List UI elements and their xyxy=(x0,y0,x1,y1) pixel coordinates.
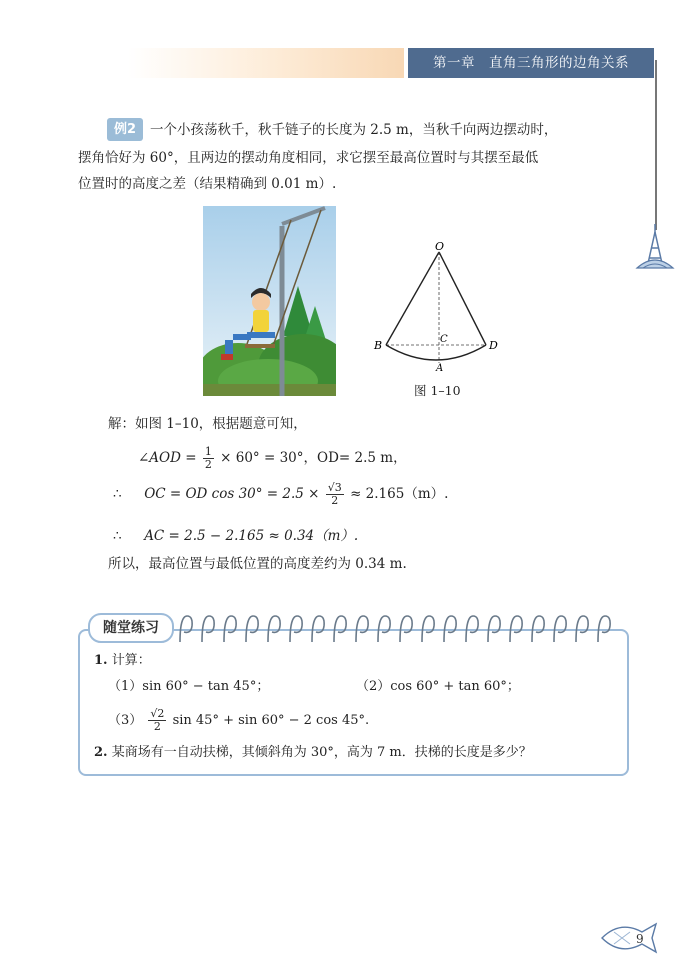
margin-rule xyxy=(655,60,657,230)
therefore-symbol: ∴ xyxy=(113,486,122,502)
q2-number: 2. xyxy=(94,745,108,760)
diagram-lines xyxy=(386,252,486,363)
frac-den: 2 xyxy=(153,720,161,733)
label-d: D xyxy=(489,339,498,352)
figure-caption: 图 1–10 xyxy=(414,383,461,398)
chapter-header xyxy=(408,48,654,78)
spiral-coil xyxy=(312,616,324,642)
label-c: C xyxy=(440,334,448,345)
eq1-rhs: × 60° = 30°，OD= 2.5 m， xyxy=(220,450,407,466)
solution-conclusion: 所以，最高位置与最低位置的高度差约为 0.34 m. xyxy=(108,556,407,572)
practice-q1-a: （1）sin 60° − tan 45°； xyxy=(108,679,270,694)
q2-text: 某商场有一自动扶梯，其倾斜角为 30°，高为 7 m．扶梯的长度是多少？ xyxy=(111,745,532,760)
frac-den: 2 xyxy=(204,458,212,471)
spiral-coil xyxy=(224,616,236,642)
spiral-coil xyxy=(576,616,588,642)
header-gradient-bar xyxy=(128,48,404,78)
example-text-line-1: 一个小孩荡秋千，秋千链子的长度为 2.5 m，当秋千向两边摆动时， xyxy=(150,122,558,138)
pendulum-diagram xyxy=(372,238,506,372)
spiral-coil xyxy=(554,616,566,642)
spiral-coil xyxy=(466,616,478,642)
practice-q1-b: （2）cos 60° + tan 60°； xyxy=(356,679,520,694)
tower-icon xyxy=(633,222,677,272)
practice-title: 随堂练习 xyxy=(88,613,174,643)
example-badge: 例2 xyxy=(107,118,143,141)
spiral-coil xyxy=(202,616,214,642)
spiral-coils xyxy=(180,616,610,642)
label-b: B xyxy=(374,339,383,352)
frac-num: 1 xyxy=(204,445,212,458)
equation-1 xyxy=(138,446,407,471)
q1-number: 1. xyxy=(94,653,108,668)
page-number: 9 xyxy=(636,932,644,946)
practice-q2 xyxy=(94,742,532,764)
spiral-coil xyxy=(180,616,192,642)
eq1-lhs: ∠AOD = xyxy=(138,450,197,466)
spiral-coil xyxy=(356,616,368,642)
example-text-line-2: 摆角恰好为 60°，且两边的摆动角度相同，求它摆至最高位置时与其摆至最低 xyxy=(78,150,539,166)
spiral-coil xyxy=(422,616,434,642)
frac-den: 2 xyxy=(331,494,339,507)
practice-q1 xyxy=(94,650,151,672)
spiral-coil xyxy=(444,616,456,642)
frac-num: √2 xyxy=(150,707,165,720)
q1-c-prefix: （3） xyxy=(108,713,143,728)
spiral-coil xyxy=(510,616,522,642)
frac-num: √3 xyxy=(327,481,342,494)
eq2-lhs: OC = OD cos 30° = 2.5 × xyxy=(144,486,320,502)
spiral-coil xyxy=(400,616,412,642)
fraction-one-half xyxy=(203,446,214,471)
label-o: O xyxy=(435,240,445,253)
spiral-coil xyxy=(378,616,390,642)
chapter-number: 第一章 xyxy=(433,55,475,71)
chapter-title: 直角三角形的边角关系 xyxy=(489,55,629,71)
eq3-text: AC = 2.5 − 2.165 ≈ 0.34（m）. xyxy=(144,528,359,544)
spiral-coil xyxy=(268,616,280,642)
solution-intro: 解：如图 1–10，根据题意可知， xyxy=(108,416,307,432)
spiral-binding-decoration xyxy=(172,612,618,646)
example-text-line-3: 位置时的高度之差（结果精确到 0.01 m）. xyxy=(78,176,337,192)
spiral-coil xyxy=(598,616,610,642)
therefore-symbol: ∴ xyxy=(113,528,122,544)
page-number-fish-icon xyxy=(596,918,662,958)
spiral-coil xyxy=(532,616,544,642)
spiral-coil xyxy=(290,616,302,642)
spiral-coil xyxy=(488,616,500,642)
q1-c-expression: sin 45° + sin 60° − 2 cos 45°. xyxy=(172,713,370,728)
q1-text: 计算： xyxy=(111,653,151,668)
equation-2 xyxy=(113,482,448,507)
spiral-coil xyxy=(334,616,346,642)
eq2-rhs: ≈ 2.165（m）. xyxy=(350,486,449,502)
spiral-coil xyxy=(246,616,258,642)
swing-illustration xyxy=(203,206,336,396)
label-a: A xyxy=(436,363,444,372)
fraction-sqrt3-over-2 xyxy=(326,482,344,507)
practice-q1-c xyxy=(108,708,369,733)
equation-3 xyxy=(113,524,358,548)
fraction-sqrt2-over-2 xyxy=(148,708,166,733)
